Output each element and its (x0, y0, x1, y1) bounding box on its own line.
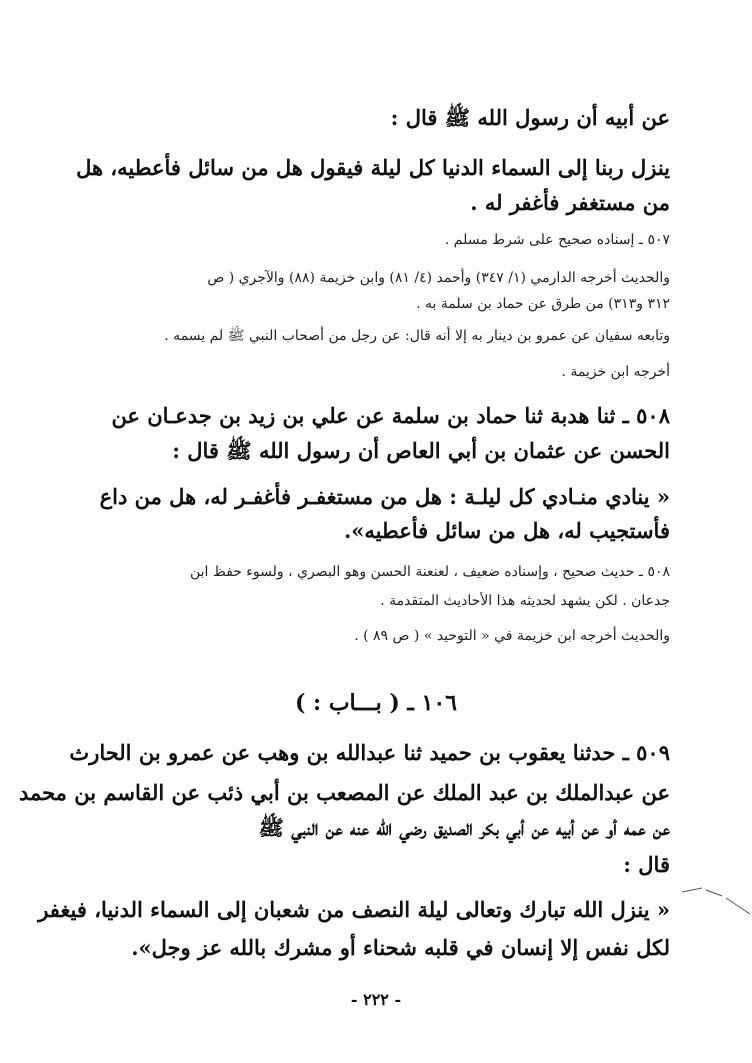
text-line: عن أبيه أن رسول الله ﷺ قال : (390, 105, 670, 130)
footnote-line: ٥٠٧ ـ إسناده صحيح على شرط مسلم . (444, 232, 670, 248)
text-line: عن عمه أو عن أبيه عن أبي بكر الصديق رضي الله عنه عن النبي ﷺ (258, 815, 670, 840)
footnote-line: والحديث أخرجه الدارمي (١/ ٣٤٧) وأحمد (٤/ ٨١) وابن خزيمة (٨٨) والآجري ( ص (207, 270, 670, 286)
footnote-line: وتابعه سفيان عن عمرو بن دينار به إلا أنه قال: عن رجل من أصحاب النبي ﷺ لم يسمه . (164, 328, 670, 344)
text-line: الحسن عن عثمان بن أبي العاص أن رسول الله ﷺ قال : (172, 438, 670, 463)
text-line: « ينادي منـادي كل ليلـة : هل من مستغفـر فأغفـر له، هل من داع (99, 484, 670, 509)
text-line: ينزل ربنا إلى السماء الدنيا كل ليلة فيقول هل من سائل فأعطيه، هل (76, 155, 670, 180)
footnote-line: ٣١٢ و٣١٣) من طرق عن حماد بن سلمة به . (416, 296, 670, 312)
text-line: ٥٠٨ ـ ثنا هدبة ثنا حماد بن سلمة عن علي بن زيد بن جدعـان عن (111, 403, 670, 428)
footnote-line: جدعان . لكن يشهد لحديثه هذا الأحاديث المتقدمة . (380, 593, 670, 609)
margin-mark-icon (682, 880, 752, 920)
text-line: ٥٠٩ ـ حدثنا يعقوب بن حميد ثنا عبدالله بن وهب عن عمرو بن الحارث (69, 740, 670, 765)
text-line: « ينزل الله تبارك وتعالى ليلة النصف من شعبان إلى السماء الدنيا، فيغفر (38, 897, 670, 922)
text-line: عن عبدالملك بن عبد الملك عن المصعب بن أبي ذئب عن القاسم بن محمد (18, 780, 670, 805)
footnote-line: والحديث أخرجه ابن خزيمة في « التوحيد » ( ص ٨٩ ) . (354, 628, 670, 644)
footnote-line: ٥٠٨ ـ حديث صحيح ، وإسناده ضعيف ، لعنعنة الحسن وهو البصري ، ولسوء حفظ ابن (189, 564, 670, 580)
chapter-heading: ١٠٦ ـ ( بـــاب : ) (294, 690, 457, 716)
text-line: لكل نفس إلا إنسان في قلبه شحناء أو مشرك بالله عز وجل». (131, 935, 670, 960)
text-line: فأستجيب له، هل من سائل فأعطيه». (343, 518, 670, 543)
text-line: من مستغفر فأغفر له . (470, 190, 670, 215)
footnote-line: أخرجه ابن خزيمة . (561, 364, 670, 380)
page-number: - ٢٢٢ - (350, 990, 402, 1009)
text-line: قال : (623, 852, 670, 877)
